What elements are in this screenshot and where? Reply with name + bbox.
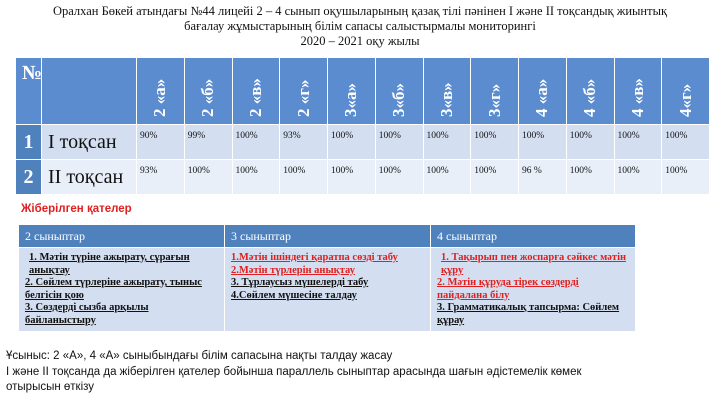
table-cell: 100% <box>232 125 280 160</box>
errors-table <box>18 224 636 332</box>
table-cell: 100% <box>662 125 710 160</box>
recommendation-line: Ұсыныс: 2 «А», 4 «А» сыныбындағы білім сапасына нақты талдау жасау <box>6 350 393 362</box>
list-item: 1.Мәтін ішіндегі қаратпа сөзді табу <box>231 252 398 263</box>
table-cell: 100% <box>375 125 423 160</box>
list-item: 2. Мәтін құруда тірек сөздерді пайдалана білу <box>437 277 579 301</box>
report-title <box>40 4 680 49</box>
table-cell: 93% <box>280 125 328 160</box>
title-line-2: бағалау жұмыстарының білім сапасы салыстырмалы мониторингі <box>184 19 536 33</box>
table-cell: 100% <box>614 160 662 195</box>
class-header: 3«а» <box>328 58 376 125</box>
table-cell: 100% <box>614 125 662 160</box>
table-cell: 100% <box>519 125 567 160</box>
table-cell: 96 % <box>519 160 567 195</box>
grade-3-errors <box>225 248 431 332</box>
errors-heading: Жіберілген қателер <box>21 203 132 215</box>
recommendation-line: отырысын өткізу <box>6 381 95 393</box>
table-cell: 99% <box>184 125 232 160</box>
list-item: 3. Грамматикалық тапсырма: Сөйлем құрау <box>437 302 620 326</box>
table-cell: 100% <box>280 160 328 195</box>
grade-4-errors <box>431 248 636 332</box>
recommendation-line: I және II тоқсанда да жіберілген қателер бойынша параллель сыныптар арасында шағын әдістемелік көмек <box>6 365 582 378</box>
class-header: 3«в» <box>423 58 471 125</box>
title-line-1: Оралхан Бөкей атындағы №44 лицейі 2 – 4 сынып оқушыларының қазақ тілі пәнінен I және II тоқсандық жиынтық <box>52 4 668 18</box>
table-row <box>16 125 710 160</box>
table-cell: 90% <box>137 125 185 160</box>
row-number: 1 <box>16 125 42 160</box>
table-cell: 100% <box>328 125 376 160</box>
class-header: 4 «а» <box>519 58 567 125</box>
table-cell: 100% <box>375 160 423 195</box>
class-header: 3«г» <box>471 58 519 125</box>
table-row <box>16 160 710 195</box>
list-item: 3. Сөздерді сызба арқылы байланыстыру <box>25 302 149 326</box>
table-cell: 93% <box>137 160 185 195</box>
table-cell: 100% <box>232 160 280 195</box>
recommendation <box>6 349 716 396</box>
class-header: 2 «а» <box>137 58 185 125</box>
table-cell: 100% <box>662 160 710 195</box>
list-item: 2. Сөйлем түрлеріне ажырату, тыныс белгісін қою <box>25 277 202 301</box>
quality-table-header <box>16 58 710 125</box>
list-item: 2.Мәтін түрлерін анықтау <box>231 264 355 276</box>
list-item: 3. Тұрлаусыз мүшелерді табу <box>231 277 369 288</box>
table-cell: 100% <box>328 160 376 195</box>
label-header <box>42 58 137 125</box>
column-header: 4 сыныптар <box>431 225 636 248</box>
class-header: 2 «б» <box>184 58 232 125</box>
table-row <box>19 248 636 332</box>
grade-2-errors <box>19 248 225 332</box>
table-cell: 100% <box>566 125 614 160</box>
row-label: I тоқсан <box>42 125 137 160</box>
errors-table-header <box>19 225 636 248</box>
list-item: 1. Мәтін түріне ажырату, сұрағын анықтау <box>29 252 190 276</box>
column-header: 3 сыныптар <box>225 225 431 248</box>
class-header: 4 «в» <box>614 58 662 125</box>
class-header: 2 «в» <box>232 58 280 125</box>
column-header: 2 сыныптар <box>19 225 225 248</box>
table-cell: 100% <box>471 160 519 195</box>
row-label: II тоқсан <box>42 160 137 195</box>
class-header: 3«б» <box>375 58 423 125</box>
table-cell: 100% <box>566 160 614 195</box>
class-header: 2 «г» <box>280 58 328 125</box>
table-cell: 100% <box>423 125 471 160</box>
table-cell: 100% <box>184 160 232 195</box>
quality-table <box>15 57 710 195</box>
class-header: 4«г» <box>662 58 710 125</box>
list-item: 1. Тақырып пен жоспарға сәйкес мәтін құру <box>441 252 627 276</box>
list-item: 4.Сөйлем мүшесіне талдау <box>231 289 357 301</box>
table-cell: 100% <box>471 125 519 160</box>
row-number: 2 <box>16 160 42 195</box>
table-cell: 100% <box>423 160 471 195</box>
class-header: 4 «б» <box>566 58 614 125</box>
title-line-3: 2020 – 2021 оқу жылы <box>300 34 420 48</box>
number-header: № <box>16 58 42 125</box>
